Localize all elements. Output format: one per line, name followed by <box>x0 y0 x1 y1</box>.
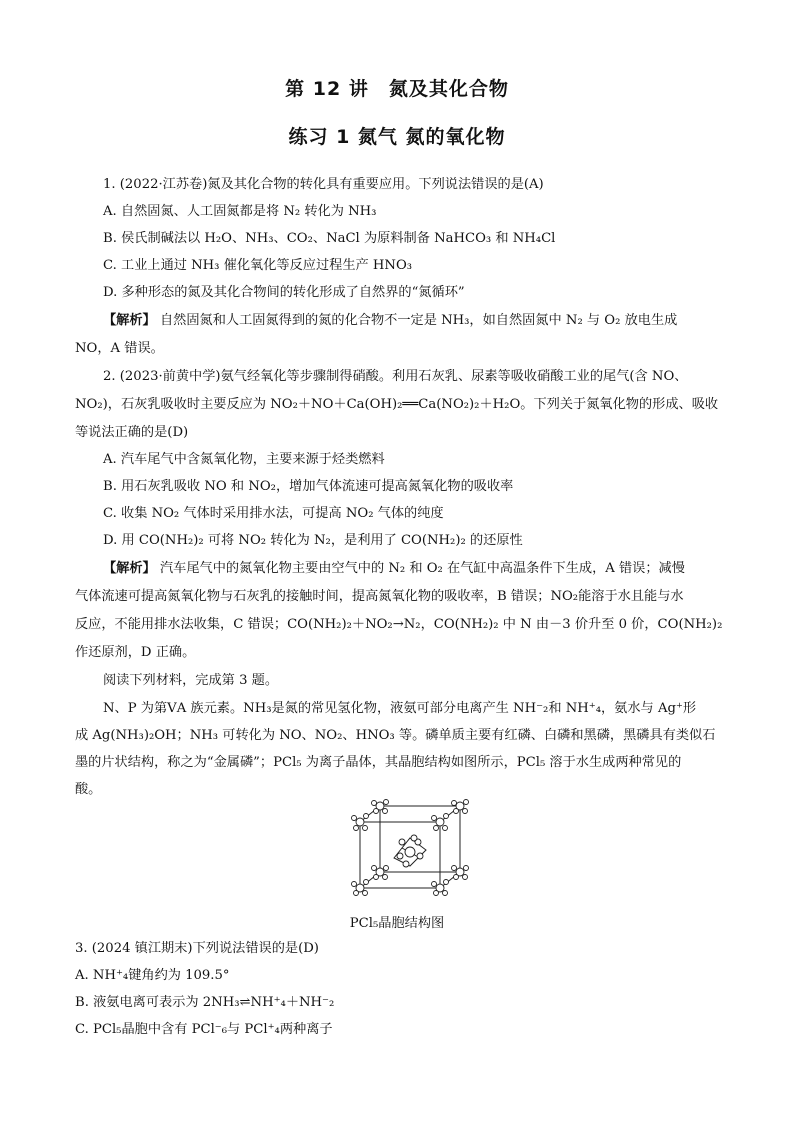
q2-option-c: C. 收集 NO₂ 气体时采用排水法，可提高 NO₂ 气体的纯度 <box>103 506 444 521</box>
analysis-tag: 【解析】 <box>103 313 156 328</box>
reading-line: N、P 为第ⅤA 族元素。NH₃是氮的常见氢化物，液氨可部分电离产生 NH⁻₂和 NH⁺₄，氨水与 Ag⁺形 <box>103 701 697 716</box>
q1-stem: 1. (2022·江苏卷)氮及其化合物的转化具有重要应用。下列说法错误的是(A) <box>103 177 544 192</box>
reading-line: 墨的片状结构，称之为“金属磷”；PCl₅ 为离子晶体，其晶胞结构如图所示，PCl₅ 溶于水生成两种常见的 <box>75 755 682 770</box>
exercise-title: 练习 1 氮气 氮的氧化物 <box>288 126 506 148</box>
q2-analysis-line <box>103 560 685 578</box>
reading-intro: 阅读下列材料，完成第 3 题。 <box>103 673 279 688</box>
q3-stem: 3. (2024 镇江期末)下列说法错误的是(D) <box>75 941 319 956</box>
reading-line: 酸。 <box>75 782 102 797</box>
q2-analysis-line: 气体流速可提高氮氧化物与石灰乳的接触时间，提高氮氧化物的吸收率，B 错误；NO₂能溶于水且能与水 <box>75 589 684 604</box>
analysis-text: 汽车尾气中的氮氧化物主要由空气中的 N₂ 和 O₂ 在气缸中高温条件下生成，A 错误；减慢 <box>155 561 685 576</box>
q2-stem-line: 2. (2023·前黄中学)氨气经氧化等步骤制得硝酸。利用石灰乳、尿素等吸收硝酸工业的尾气(含 NO、 <box>103 369 688 384</box>
q3-option-c: C. PCl₅晶胞中含有 PCl⁻₆与 PCl⁺₄两种离子 <box>75 1022 333 1037</box>
figure-caption: PCl₅晶胞结构图 <box>349 916 445 931</box>
q2-analysis-line: 作还原剂，D 正确。 <box>75 645 196 660</box>
q2-option-b: B. 用石灰乳吸收 NO 和 NO₂，增加气体流速可提高氮氧化物的吸收率 <box>103 479 514 494</box>
q1-option-d: D. 多种形态的氮及其化合物间的转化形成了自然界的“氮循环” <box>103 285 465 300</box>
q1-option-a: A. 自然固氮、人工固氮都是将 N₂ 转化为 NH₃ <box>103 204 377 219</box>
reading-line: 成 Ag(NH₃)₂OH；NH₃ 可转化为 NO、NO₂、HNO₃ 等。磷单质主要有红磷、白磷和黑磷，黑磷具有类似石 <box>75 728 716 743</box>
q2-option-a: A. 汽车尾气中含氮氧化物，主要来源于烃类燃料 <box>103 452 385 467</box>
q2-option-d: D. 用 CO(NH₂)₂ 可将 NO₂ 转化为 N₂，是利用了 CO(NH₂)₂ 的还原性 <box>103 533 523 548</box>
q2-analysis-line: 反应，不能用排水法收集，C 错误；CO(NH₂)₂＋NO₂→N₂，CO(NH₂)₂ 中 N 由－3 价升至 0 价，CO(NH₂)₂ <box>75 617 723 632</box>
q1-option-b: B. 侯氏制碱法以 H₂O、NH₃、CO₂、NaCl 为原料制备 NaHCO₃ 和 NH₄Cl <box>103 231 556 246</box>
q3-option-a: A. NH⁺₄键角约为 109.5° <box>75 968 230 983</box>
q1-option-c: C. 工业上通过 NH₃ 催化氧化等反应过程生产 HNO₃ <box>103 258 413 273</box>
q3-option-b: B. 液氨电离可表示为 2NH₃⇌NH⁺₄＋NH⁻₂ <box>75 995 335 1010</box>
pcl5-unit-cell-figure <box>350 798 470 898</box>
q1-analysis-line <box>103 312 677 330</box>
analysis-tag: 【解析】 <box>103 561 156 576</box>
q2-stem-line: NO₂)，石灰乳吸收时主要反应为 NO₂＋NO＋Ca(OH)₂══Ca(NO₂)₂＋H₂O。下列关于氮氧化物的形成、吸收 <box>75 397 719 412</box>
lecture-title: 第 12 讲 氮及其化合物 <box>285 78 509 100</box>
q2-stem-line: 等说法正确的是(D) <box>75 425 189 440</box>
q1-analysis-line: NO，A 错误。 <box>75 341 164 356</box>
analysis-text: 自然固氮和人工固氮得到的氮的化合物不一定是 NH₃，如自然固氮中 N₂ 与 O₂ 放电生成 <box>155 313 678 328</box>
